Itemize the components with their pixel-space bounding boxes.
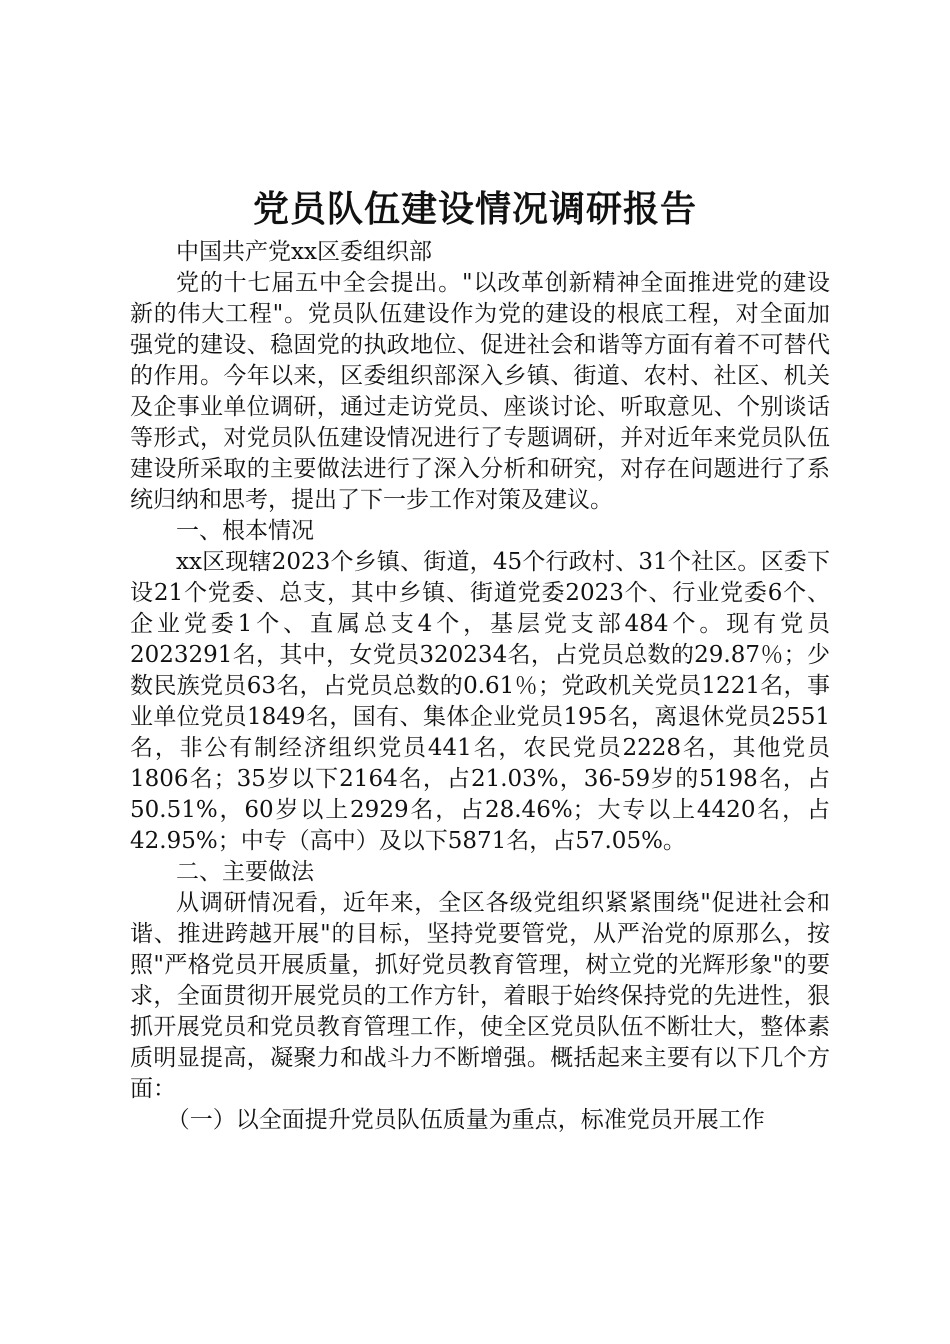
subsection-heading: （一）以全面提升党员队伍质量为重点，标准党员开展工作 xyxy=(166,1107,765,1133)
main-practices-paragraph: 从调研情况看，近年来，全区各级党组织紧紧围绕"促进社会和谐、推进跨越开展"的目标，坚持党要管党，从严治党的原那么，按照"严格党员开展质量，抓好党员教育管理，树立党的光辉形象"的要求，全面贯彻开展党员的工作方针，着眼于始终保持党的先进性，狠抓开展党员和党员教育管理工作，使全区党员队伍不断壮大，整体素质明显提高，凝聚力和战斗力不断增强。概括起来主要有以下几个方面： xyxy=(130,890,830,1102)
author-line: 中国共产党xx区委组织部 xyxy=(176,239,432,265)
document-body xyxy=(130,237,830,1136)
section-heading-main-practices: 二、主要做法 xyxy=(176,859,314,885)
intro-paragraph: 党的十七届五中全会提出。"以改革创新精神全面推进党的建设新的伟大工程"。党员队伍建设作为党的建设的根底工程，对全面加强党的建设、稳固党的执政地位、促进社会和谐等方面有着不可替代的作用。今年以来，区委组织部深入乡镇、街道、农村、社区、机关及企事业单位调研，通过走访党员、座谈讨论、听取意见、个别谈话等形式，对党员队伍建设情况进行了专题调研，并对近年来党员队伍建设所采取的主要做法进行了深入分析和研究，对存在问题进行了系统归纳和思考，提出了下一步工作对策及建议。 xyxy=(130,270,830,513)
section-heading-basic-situation: 一、根本情况 xyxy=(176,518,314,544)
document-title: 党员队伍建设情况调研报告 xyxy=(252,188,697,230)
basic-situation-paragraph: xx区现辖2023个乡镇、街道，45个行政村、31个社区。区委下设21个党委、总支，其中乡镇、街道党委2023个、行业党委6个、企业党委1个、直属总支4个，基层党支部484个。现有党员2023291名，其中，女党员320234名，占党员总数的29.87％；少数民族党员63名，占党员总数的0.61％；党政机关党员1221名，事业单位党员1849名，国有、集体企业党员195名，离退休党员2551名，非公有制经济组织党员441名，农民党员2228名，其他党员1806名；35岁以下2164名，占21.03%，36-59岁的5198名，占50.51%，60岁以上2929名，占28.46%；大专以上4420名，占42.95%；中专（高中）及以下5871名，占57.05%。 xyxy=(130,549,830,854)
